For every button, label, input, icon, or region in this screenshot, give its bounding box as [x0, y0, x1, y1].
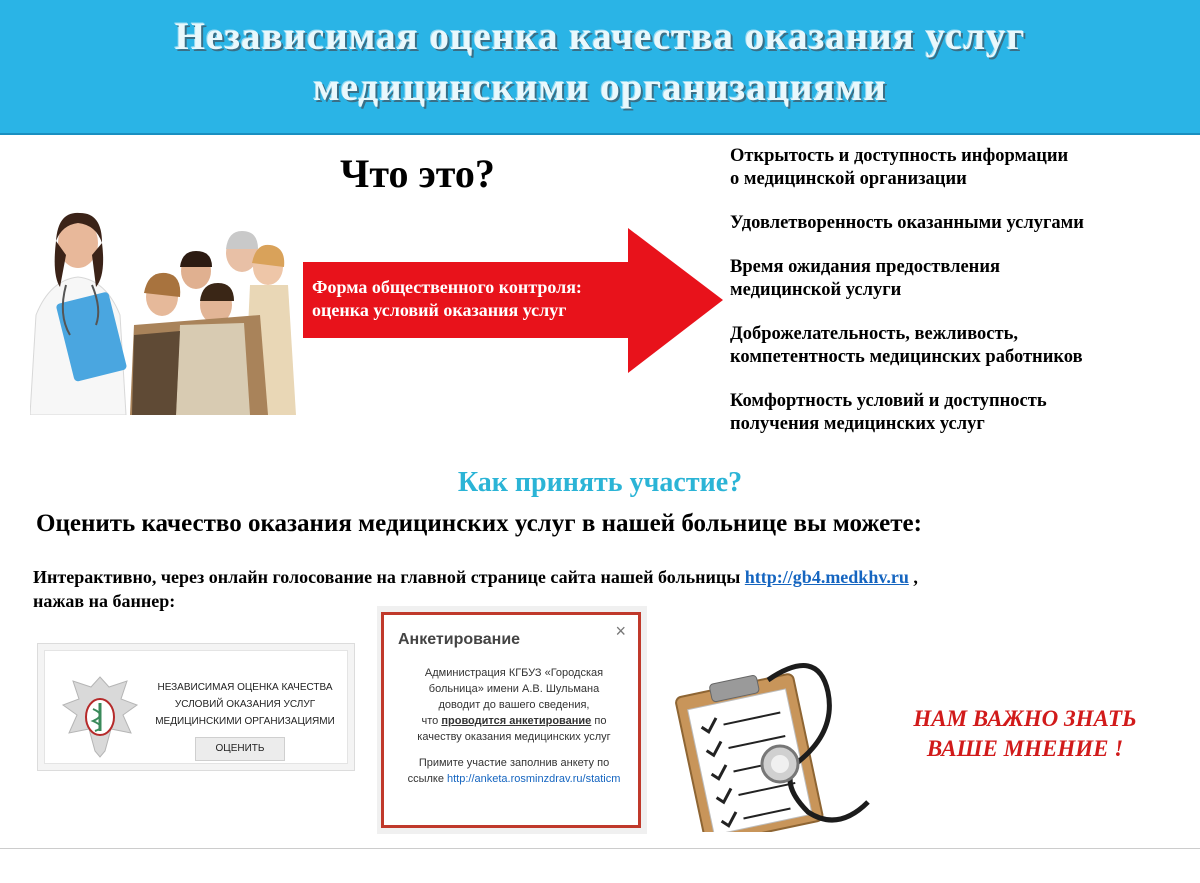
criterion-line: Удовлетворенность оказанными услугами	[730, 213, 1084, 233]
header-title-line2: медицинскими организациями	[313, 66, 887, 109]
survey-link[interactable]: http://anketa.rosminzdrav.ru/staticm	[447, 773, 621, 785]
header-title-line1: Независимая оценка качества оказания услуг	[174, 15, 1026, 58]
opinion-matters-text	[870, 704, 1180, 764]
arrow-text-line1: Форма общественного контроля:	[312, 277, 582, 297]
popup-text: по	[591, 715, 607, 727]
arrow-text-line2: оценка условий оказания услуг	[312, 300, 567, 320]
criterion-item	[730, 145, 1195, 191]
what-is-heading: Что это?	[340, 151, 495, 196]
opinion-line1: НАМ ВАЖНО ЗНАТЬ	[913, 706, 1137, 731]
criterion-line: Доброжелательность, вежливость,	[730, 324, 1019, 344]
popup-gap	[394, 745, 634, 755]
online-text: Интерактивно, через онлайн голосование на главной странице сайта нашей больницы	[33, 567, 745, 587]
popup-text: ссылке	[407, 773, 447, 785]
popup-text: что	[421, 715, 442, 727]
criterion-item	[730, 323, 1195, 369]
popup-line	[394, 771, 634, 787]
bottom-divider	[0, 848, 1200, 849]
criterion-item	[730, 390, 1195, 436]
criterion-line: Открытость и доступность информации	[730, 146, 1069, 166]
online-text-after: ,	[908, 567, 918, 587]
doctor-and-family-illustration	[30, 205, 300, 415]
survey-popup	[377, 606, 647, 834]
close-icon[interactable]: ×	[615, 621, 626, 641]
banner-line: НЕЗАВИСИМАЯ ОЦЕНКА КАЧЕСТВА	[157, 682, 333, 693]
coat-of-arms-icon	[57, 671, 143, 761]
criterion-line: медицинской услуги	[730, 280, 902, 300]
doctor-figure	[30, 213, 127, 415]
evaluate-button[interactable]: ОЦЕНИТЬ	[195, 737, 285, 761]
popup-line	[394, 713, 634, 729]
evaluate-heading: Оценить качество оказания медицинских услуг в нашей больнице вы можете:	[36, 510, 922, 537]
family-figures	[130, 231, 296, 415]
header-banner	[0, 0, 1200, 135]
hospital-site-link[interactable]: http://gb4.medkhv.ru	[744, 567, 909, 587]
criterion-line: о медицинской организации	[730, 169, 967, 189]
popup-line: доводит до вашего сведения,	[438, 699, 590, 711]
banner-text	[145, 679, 345, 730]
criterion-line: Время ожидания предоствления	[730, 257, 1000, 277]
clipboard-stethoscope-icon	[668, 652, 888, 832]
online-text-line2: нажав на баннер:	[33, 591, 176, 611]
opinion-line2: ВАШЕ МНЕНИЕ !	[926, 736, 1124, 761]
survey-popup-frame	[381, 612, 641, 828]
criterion-item	[730, 212, 1195, 235]
criterion-line: получения медицинских услуг	[730, 414, 985, 434]
nok-banner[interactable]	[37, 643, 355, 771]
criterion-line: компетентность медицинских работников	[730, 347, 1083, 367]
popup-emphasis: проводится анкетирование	[441, 715, 592, 727]
criterion-item	[730, 256, 1195, 302]
popup-line: больница» имени А.В. Шульмана	[428, 683, 600, 695]
criterion-line: Комфортность условий и доступность	[730, 391, 1047, 411]
arrow-text	[312, 276, 682, 322]
survey-popup-body	[394, 665, 634, 787]
survey-popup-title: Анкетирование	[398, 631, 521, 648]
how-to-participate-heading: Как принять участие?	[457, 467, 743, 498]
criteria-list	[730, 145, 1195, 457]
banner-line: УСЛОВИЙ ОКАЗАНИЯ УСЛУГ	[174, 699, 316, 710]
popup-line: качеству оказания медицинских услуг	[417, 731, 611, 743]
banner-inner	[44, 650, 348, 764]
popup-line: Администрация КГБУЗ «Городская	[424, 667, 604, 679]
popup-line: Примите участие заполнив анкету по	[418, 757, 610, 769]
banner-line: МЕДИЦИНСКИМИ ОРГАНИЗАЦИЯМИ	[155, 716, 335, 727]
